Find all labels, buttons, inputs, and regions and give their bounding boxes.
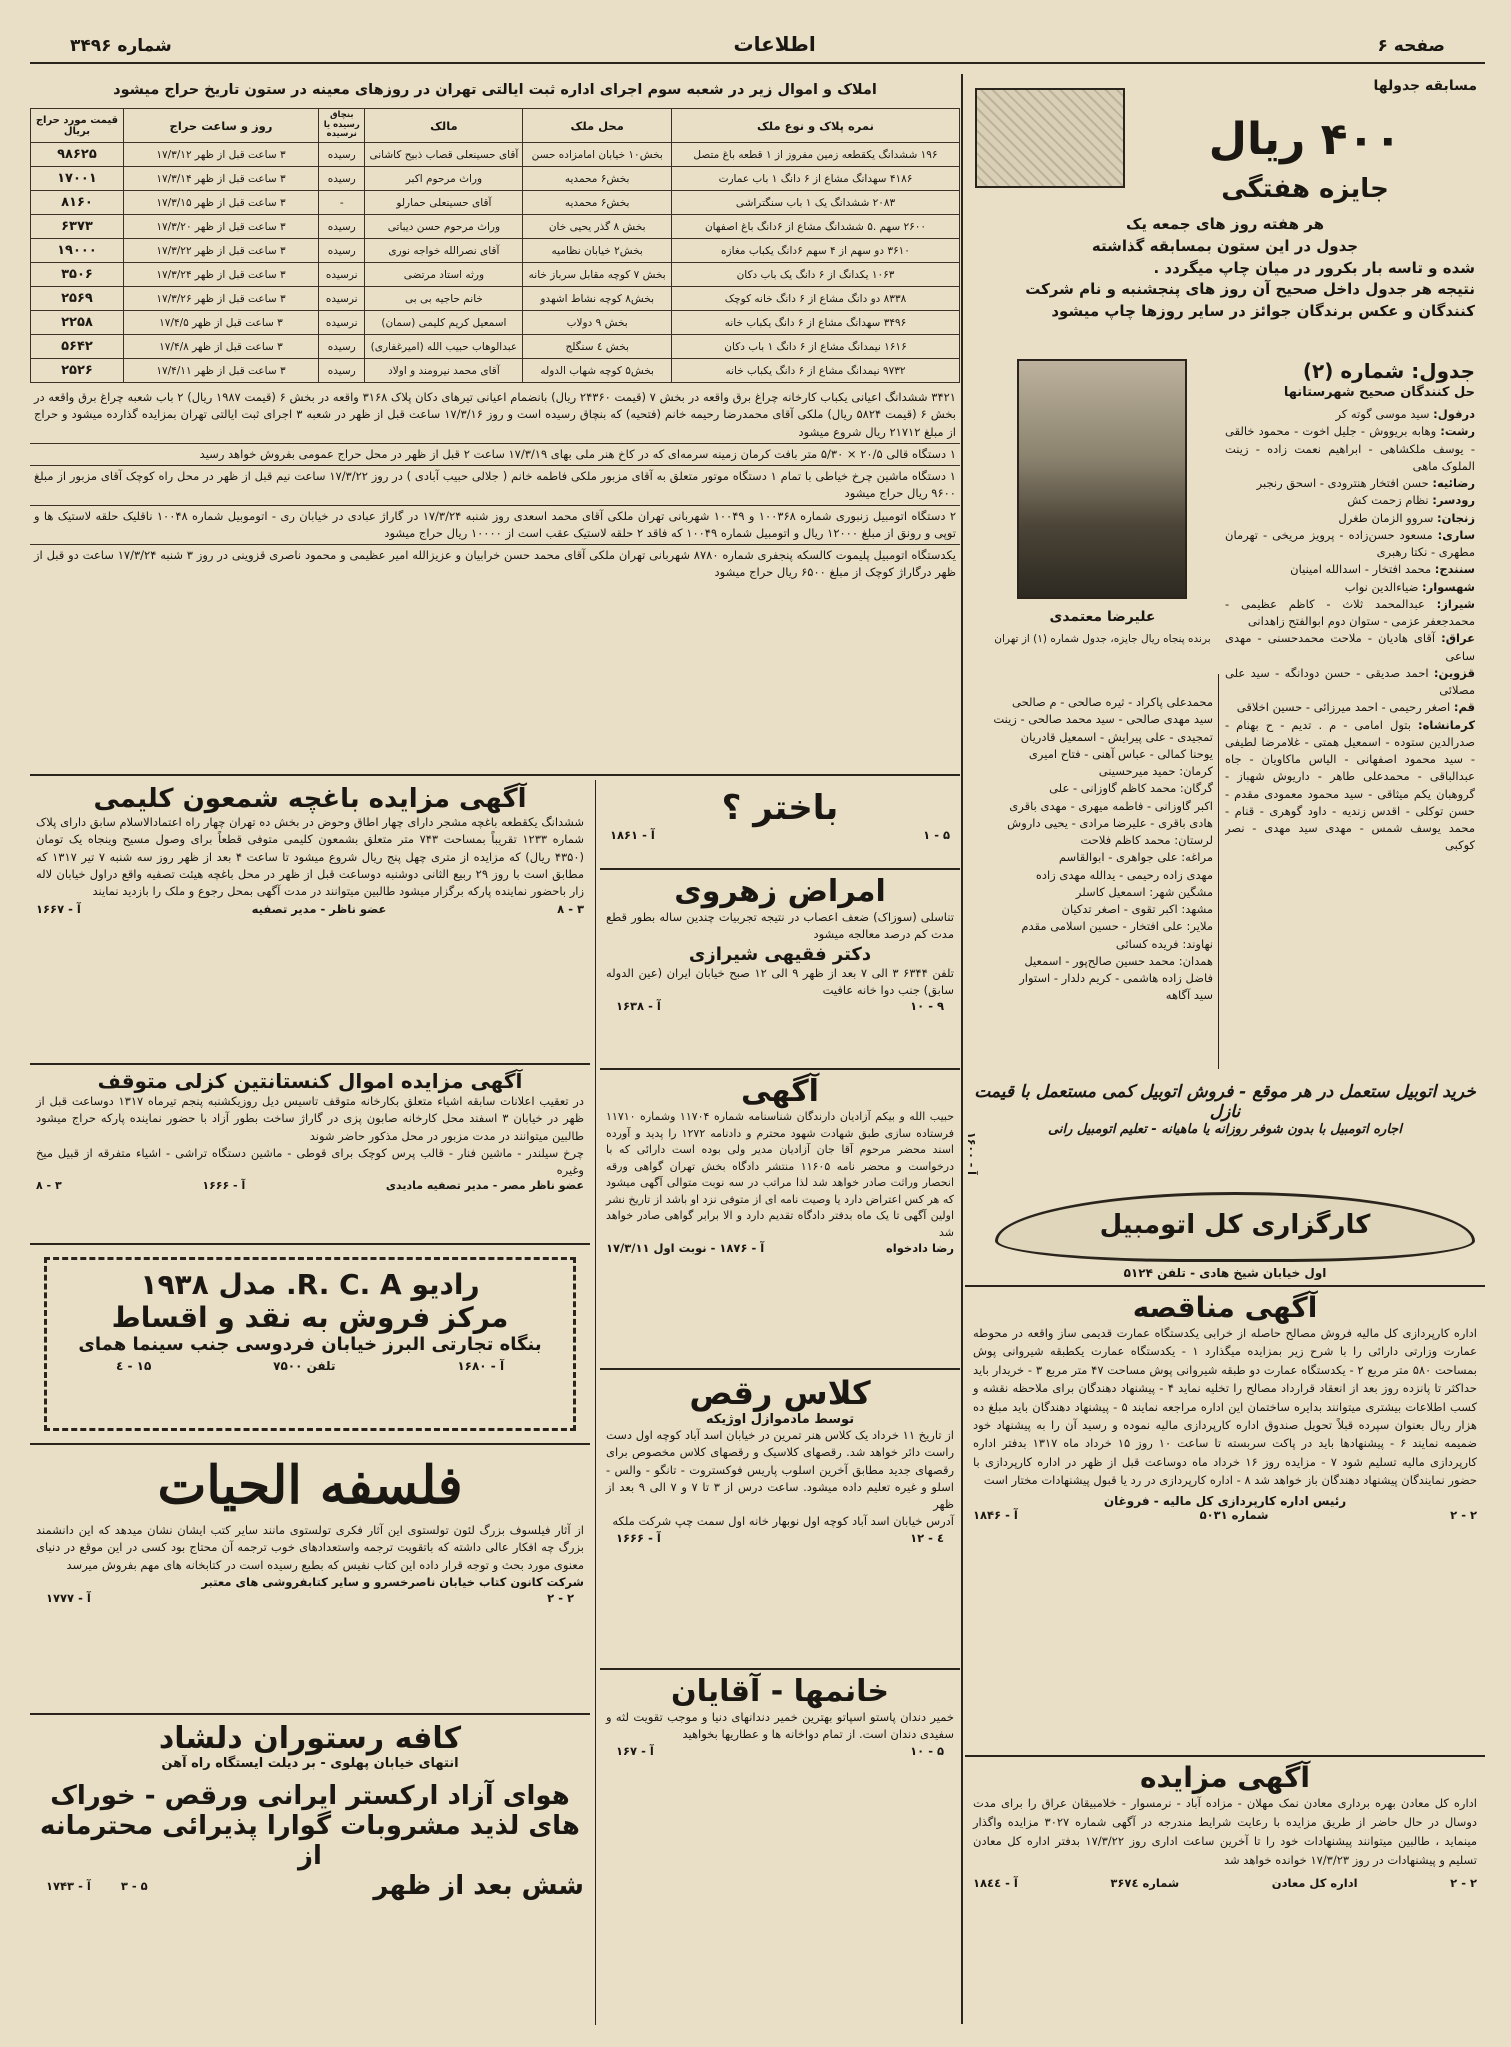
venereal-doctor: دکتر فقیهی شیرازی (688, 943, 872, 965)
left-column (30, 780, 590, 2025)
car-brand: کارگزاری کل اتومبیل (1099, 1210, 1371, 1240)
radio-phone: تلفن ۷۵۰۰ (273, 1359, 336, 1373)
venereal-text: تناسلی (سوزاک) ضعف اعصاب در نتیجه تجربیات چندین ساله بطور قطع مدت کم درصد معالجه میشود (606, 910, 954, 942)
konstantin-ref-right: ۳ - ۸ (36, 1179, 62, 1193)
bakhtar-ref: آ - ۱۸۶۱ ۱ - ۵ (610, 828, 950, 842)
solver-line: محمدعلی پاکراد - ثیره صالحی - م صالحی (1012, 695, 1213, 709)
table-header: روز و ساعت حراج (123, 109, 318, 143)
tender-ref-right: ۲ - ۲ (1450, 1507, 1477, 1522)
car-line1: خرید اتوبیل ستعمل در هر موقع - فروش اتوبیل کمی مستعمل با قیمت نازل (974, 1082, 1476, 1122)
solver-city: رودسر: نظام زحمت کش (1347, 493, 1475, 508)
cafe-line3: های لذید مشروبات گوارا پذیرائی محترمانه از (40, 1811, 580, 1871)
auction2-ad (965, 1757, 1485, 2022)
solver-city: رشت: وهابه بریووش - جلیل اخوت - محمود خالقی - یوسف ملکشاهی - ابراهیم نعمت زاده - زینت الملوک ماهی (1225, 424, 1475, 473)
table-row: ۱۶۱۶ نیمدانگ مشاع از ۶ دانگ ۱ باب دکان بخش ٤ سنگلج عبدالوهاب حبیب الله (امیرغفاری) رسیده ۳ ساعت قبل از ظهر ۱۷/۴/۸ ۵۶۴۲ (31, 335, 960, 359)
cafe-line1: انتهای خیابان پهلوی - بر دیلت ایستگاه راه آهن (161, 1756, 459, 1771)
table-header: نمره پلاک و نوع ملک (672, 109, 960, 143)
philosophy-sale: شرکت کانون کتاب خیابان ناصرخسرو و سایر کتابفروشی های معتبر (201, 1574, 584, 1589)
solver-city: شیراز: عبدالمحمد ثلاث - کاظم عظیمی - محمدجعفر عزمی - ستوان دوم ابوالفتح زاهدانی (1225, 596, 1475, 628)
philosophy-ref: آ - ۱۷۷۷ ۲ - ۲ (46, 1591, 574, 1605)
notice-ref: آ - ۱۸۷۶ - نوبت اول ۱۷/۳/۱۱ (606, 1241, 765, 1255)
column-rule (595, 780, 596, 2025)
solver-city: سنندج: محمد افتخار - اسدالله امینیان (1290, 562, 1475, 577)
table-row: ۱۰۶۳ یکدانگ از ۶ دانگ یک باب دکان بخش ۷ کوچه مقابل سرباز خانه ورثه استاد مرتضی نرسیده ۳ ساعت قبل از ظهر ۱۷/۳/۲۴ ۳۵۰۶ (31, 263, 960, 287)
solvers-subtitle: حل کنندگان صحیح شهرستانها (1283, 385, 1475, 400)
venereal-title: امراض زهروی (674, 874, 886, 909)
philosophy-ad (30, 1445, 590, 1715)
bakhtar-ad (600, 780, 960, 870)
intro-line: کنندگان و عکس برندگان جوائز در سایر روزها چاپ میشود (1051, 302, 1475, 320)
konstantin-items: چرخ سیلندر - ماشین فنار - قالب پرس کوچک برای قوطی - ماشین دستگاه تراشی - اشیاء متفرقه از قبیل میخ وغیره (36, 1145, 584, 1177)
table-row: ۱۹۶ ششدانگ یکقطعه زمین مفروز از ۱ قطعه باغ متصل بخش۱۰ خیابان امامزاده حسن آقای حسینعلی قصاب ذبیح کاشانی رسیده ۳ ساعت قبل از ظهر ۱۷/۳/۱۲ ۹۸۶۲۵ (31, 143, 960, 167)
table-row: ۲۰۸۳ ششدانگ یک ۱ باب سنگتراشی بخش۶ محمدیه آقای حسینعلی حمارلو - ۳ ساعت قبل از ظهر ۱۷/۳/۱۵ ۸۱۶۰ (31, 191, 960, 215)
table-row: ۹۷۳۲ نیمدانگ مشاع از ۶ دانگ یکباب خانه بخش۵ کوچه شهاب الدوله آقای محمد نیرومند و اولاد رسیده ۳ ساعت قبل از ظهر ۱۷/۴/۱۱ ۲۵۲۶ (31, 359, 960, 383)
solvers-table-title: جدول: شماره (۲) (1302, 359, 1475, 383)
solver-city: کرمانشاه: بتول امامی - م . تدیم - ح بهنام - صدرالدین ستوده - اسمعیل همتی - غلامرضا لطیفی - سید محمود اصفهانی - الیاس ماکاویان - جاه عبدالباقی - محمدعلی طاهر - داریوش شهباز - گروهبان یکم میثاقی - سید محمود معمودی مقدم - حسن توکلی - اقدس زندیه - داود گوهری - قنام - محمد یوسف شمس - مهدی سید مهدی - نصر کوکبی (1225, 717, 1475, 853)
notice-title: آگهی (741, 1074, 819, 1109)
table-header: قیمت مورد حراج بریال (31, 109, 124, 143)
solvers-column-left (973, 694, 1213, 1074)
newspaper-title: اطلاعات (733, 32, 816, 56)
puzzle-section (965, 74, 1485, 1074)
solver-line: لرستان: محمد کاظم فلاحت (1080, 833, 1213, 847)
right-lower-column (965, 1072, 1485, 2027)
tender-title: آگهی مناقصه (1132, 1291, 1318, 1324)
solver-line: مراغه: علی جواهری - ابوالقاسم (1058, 850, 1213, 865)
cafe-ad (30, 1715, 590, 2015)
dance-address: آدرس خیابان اسد آباد کوچه اول نوبهار خانه اول سمت چپ شرکت ملکه (612, 1514, 954, 1529)
garden-title: آگهی مزایده باغچه شمعون کلیمی (93, 784, 527, 814)
garden-ref-left: آ - ۱۶۶۷ (36, 902, 81, 917)
page-number: صفحه ۶ (1377, 36, 1445, 56)
solver-city: زنجان: سروو الزمان طغرل (1338, 510, 1475, 525)
solver-line: هادی باقری - علیرضا مرادی - یحیی داروش (1007, 815, 1213, 830)
dance-ad (600, 1370, 960, 1670)
ladies-text: خمیر دندان پاستو اسپاتو بهترین خمیر دندانهای دنیا و موجب تقویت لثه و سفیدی دندان است. از تمام دواخانه ها و عطاریها بخواهید (606, 1710, 954, 1742)
auction2-ref-left: آ - ۱۸٤٤ (973, 1875, 1018, 1890)
garden-text: ششدانگ یکقطعه باغچه مشجر دارای چهار اطاق وحوض در بخش ده تهران چهار راه اعتمادالاسلام سابق دارای پلاک شماره ۱۲۳۳ تقریباً بمساحت ۷۴۳ متر متعلق بشمعون کلیمی متوفی قطعاً برای وصول مسیح وینجاه یک تومان (۴۳۵۰ ریال) که مزایده از متری چهل پنج ریال شروع میشود تا ساعت ۴ بعد از ظهر روز سه شنبه ۷ تیر ۱۳۱۷ که مطابق است با روز ۲۹ ربیع الثانی دوشنبه دوساعت قبل از ظهر در محل باغچه هیئت تصفیه واقع دراول خیابان لاله زار باحضور نماینده پارکه برگزار میشود طالبین میتوانند در مدت آگهی بمحل رجوع و ملک را بازدید نمایند (36, 815, 585, 898)
prize-amount: ۴۰۰ ریال (1208, 114, 1402, 165)
solver-city: رضائیه: حسن افتخار هنترودی - اسحق رنجبر (1256, 476, 1475, 490)
dance-text: از تاریخ ۱۱ خرداد یک کلاس هنر تمرین در خیابان اسد آباد کوچه اول دست راست دائر خواهد شد. رقصهای کلاسیک و رقصهای کلاس مخصوص برای رقصهای جدید مطابق آخرین اسلوب پاریس فوکستروت - تانگو - والس - اسلو و غیره تعلیم داده میشود. ساعت درس از ۳ تا ۷ و ۷ الی ۹ بعد از ظهر (606, 1428, 955, 1511)
table-row: ۸۳۳۸ دو دانگ مشاع از ۶ دانگ خانه کوچک بخش۸ کوچه نشاط اشهدو خانم حاجیه بی بی نرسیده ۳ ساعت قبل از ظهر ۱۷/۳/۲۶ ۲۵۶۹ (31, 287, 960, 311)
solver-line: مشهد: اکبر تقوی - اصغر تدکیان (1061, 902, 1213, 916)
auction-note: ۱ دستگاه قالی ۲۰/۵ × ۵/۳۰ متر بافت کرمان زمینه سرمه‌ای که در کاخ هنر ملی بهای ۱۷/۳/۱۹ ساعت ۲ قبل از ظهر در محل حراج عمومی بفروش خواهد رسید (30, 444, 960, 466)
solver-city: عراق: آقای هادیان - ملاحت محمدحسنی - مهدی ساعی (1225, 631, 1475, 663)
middle-column (600, 780, 960, 2025)
winner-photo (1017, 359, 1187, 599)
car-ref: آ - ۱۶۰۰ (965, 1132, 978, 1175)
tender-ad (965, 1287, 1485, 1757)
radio-line1: رادیو R. C. A. مدل ۱۹۳۸ (140, 1268, 480, 1301)
radio-ad (30, 1245, 590, 1445)
dance-ref: آ - ۱۶۶۶ ۱۲ - ٤ (616, 1530, 944, 1545)
auction-table-section (30, 74, 960, 774)
solvers-column-right (1225, 359, 1475, 1069)
newspaper-page (30, 22, 1485, 2027)
radio-ref-left: آ - ۱۶۸۰ (457, 1359, 505, 1373)
radio-line3: بنگاه تجارتی البرز خیابان فردوسی جنب سینما همای (78, 1334, 542, 1355)
solver-line: اکبر گاوزانی - فاطمه میهری - مهدی باقری (1009, 798, 1213, 813)
table-row: ۳۴۹۶ سهدانگ مشاع از ۶ دانگ یکباب خانه بخش ۹ دولاب اسمعیل کریم کلیمی (سمان) نرسیده ۳ ساعت قبل از ظهر ۱۷/۴/۵ ۲۲۵۸ (31, 311, 960, 335)
ladies-ad (600, 1670, 960, 1840)
solver-city: قزوین: احمد صدیقی - حسن دودانگه - سید علی مصلائی (1225, 665, 1475, 697)
venereal-ad (600, 870, 960, 1070)
solver-line: گرگان: محمد کاظم گاوزانی - علی (1049, 781, 1213, 796)
puzzle-section-label: مسابقه جدولها (1373, 78, 1477, 94)
konstantin-ref-left: آ - ۱۶۶۶ (202, 1179, 246, 1193)
intro-line: نتیجه هر جدول داخل صحیح آن روز های پنجشنبه و نام شرکت (1025, 280, 1475, 299)
car-line2: اجاره اتومبیل با بدون شوفر روزانه یا ماهیانه - تعلیم اتومبیل رانی (1048, 1122, 1402, 1137)
issue-number: شماره ۳۴۹۶ (70, 36, 172, 56)
radio-line2: مرکز فروش به نقد و اقساط (111, 1301, 509, 1334)
garden-ref-right: ۳ - ۸ (557, 902, 584, 917)
puzzle-intro (975, 214, 1475, 323)
auction-note: ۳۴۲۱ ششدانگ اعیانی یکباب کارخانه چراغ برق واقعه در بخش ۷ (قیمت ۲۴۳۶۰ ریال) بانضمام اعیانی تیرهای دکان پلاک ۳۱۶۸ واقعه در بخش ۶ (قیمت ۱۹۸۷ ریال) ۲ باب شعبه چراغ برق واقعه در بخش ۶ (قیمت ۵۸۲۴ ریال) ملکی آقای محمدرضا رحیمه خانم (فتحیه) که بنچاق رسیده است و روز ۱۷/۳/۱۶ ساعت قبل از ظهر در شعبه ۳ اجرای ثبت ایالتی تهران بمزایده گذارده میشود و حراج از مبلغ ۲۱۷۱۲ ریال شروع میشود (30, 387, 960, 444)
dance-subtitle: توسط مادموازل اوژیکه (705, 1412, 855, 1427)
garden-auction-ad (30, 780, 590, 1065)
auction-note: یکدستگاه اتومبیل پلیموت کالسکه پنجفری شماره ۸۷۸۰ شهربانی تهران ملکی آقای محمد حسن خرابیان و عزیزالله امیر عظیمی و محمود ناصری قزوینی در روز ۳ شنبه ۱۷/۳/۲۴ ساعت دو قبل از ظهر درگاراژ کوچک از مبلغ ۶۵۰۰ ریال حراج میشود (34, 548, 957, 580)
tender-ref-left: آ - ۱۸۴۶ (973, 1507, 1018, 1522)
notice-ad (600, 1070, 960, 1370)
solver-line: ملایر: علی افتخار - حسین اسلامی مقدم (1021, 919, 1213, 934)
auction-note: ۲ دستگاه اتومبیل زنبوری شماره ۱۰۰۳۶۸ و ۱۰۰۴۹ شهربانی تهران ملکی آقای محمد اسعدی روز شنبه ۱۷/۳/۲۴ در گاراژ عبادی در خیابان ری - اتوموبیل شماره ۱۰۰۴۸ ناقلیک حلقه لاستیک‌ ها و توپی و رونق از مبلغ ۱۲۰۰۰ ریال و اتومبیل شماره ۱۰۰۴۹ که فاقد ۲ حلقه لاستیک عقب است از ۱۰۰۰۰ ریال حراج میشود (30, 506, 960, 546)
cafe-line2: هوای آزاد ارکستر ایرانی ورقص - خوراک (50, 1781, 570, 1811)
winner-caption: برنده پنجاه ریال جایزه، جدول شماره (۱) از تهران (994, 633, 1211, 645)
auction-note: ۱ دستگاه ماشین چرخ خیاطی با تمام ۱ دستگاه موتور متعلق به آقای مزبور ملکی فاطمه خانم ( جلالی حبیب آبادی ) در روز ۱۷/۳/۲۲ ساعت نیم قبل از ظهر در محل راه کوچک آقای مزبور از مبلغ ۹۶۰۰ ریال حراج میشود (30, 466, 960, 506)
konstantin-auction-ad (30, 1065, 590, 1245)
intro-line: جدول در این ستون بمسابقه گذاشته (1091, 236, 1359, 255)
auction-table-title: املاک و اموال زیر در شعبه سوم اجرای اداره ثبت ایالتی تهران در روزهای معینه در ستون تاریخ حراج میشود (113, 82, 877, 98)
radio-ref-right: ۱۵ - ٤ (115, 1359, 152, 1373)
ladies-ref: آ - ۱۶۷ ۱۰ - ۵ (616, 1743, 944, 1758)
konstantin-text: در تعقیب اعلانات سابقه اشیاء متعلق بکارخانه متوقف تاسیس دیل روزیکشنبه پنجم تیرماه ۱۳۱۷ دوساعت قبل از ظهر در خیابان ۳ اسفند محل کارخانه صابون پزی در گاراژ ساخت بطور آزاد با حضور نماینده پارکه حراج میشود طالبین میتوانند در مدت مزبور در محل مذکور حاضر شوند (36, 1094, 584, 1143)
solver-line: سید مهدی صالحی - سید محمد صالحی - زینت (993, 712, 1213, 727)
solver-line: یوحنا کمالی - عباس آهنی - فتاح امیری (1028, 746, 1213, 761)
auction-notes (30, 387, 960, 584)
puzzle-divider (1218, 674, 1219, 1069)
table-header: بنچاق رسیده یا نرسیده (319, 109, 365, 143)
notice-text: حبیب الله و بیکم آزادیان دارندگان شناسنامه شماره ۱۱۷۰۴ وشماره ۱۱۷۱۰ فرستاده سازی طبق شهادت شهود محترم و دادنامه ۱۲۷۲ را پدید و آورده اسند محضر مرحوم آقا جان آزادیان مدیر ولی بوده است دارائی که با درخواست و محضر نامه ۱۱۶۰۵ منتشر دادگاه بخش تهران گواهی ورقه انحصار وراثت صادر خواهد شد لذا مراتب در سه نوبت متوالی آگهی میشود که هر کس اعتراض دارد یا وصیت نامه ای از متوفی نزد او باشد از تاریخ نشر اولین آگهی تا یک ماه بدفتر دادگاه تقدیم دارد و الا برابر گواهی صادر خواهد شد (606, 1110, 955, 1239)
table-row: ۴۱۸۶ سهدانگ مشاع از ۶ دانگ ۱ باب عمارت بخش۶ محمدیه وراث مرحوم اکبر رسیده ۳ ساعت قبل از ظهر ۱۷/۳/۱۴ ۱۷۰۰۱ (31, 167, 960, 191)
solver-line: مشگین شهر: اسمعیل کاسلر (1075, 884, 1213, 899)
auction-table (30, 108, 960, 383)
solver-line: نهاوند: فریده کسائی (1115, 936, 1213, 951)
solver-line: تمجیدی - علی پیرایش - اسمعیل قادریان (1020, 729, 1213, 744)
venereal-ref: آ - ۱۶۳۸ ۱۰ - ۹ (616, 999, 944, 1013)
philosophy-title: فلسفه الحیات (157, 1455, 463, 1516)
solver-line: فاضل زاده هاشمی - کریم دلدار - استوار (1019, 971, 1213, 985)
intro-line: شده و تاسه بار بکرور در میان چاپ میگردد . (1153, 258, 1475, 277)
winner-name: علیرضا معتمدی (1049, 609, 1156, 625)
bakhtar-title: باختر ؟ (721, 788, 839, 828)
ladies-title: خانمها - آقایان (671, 1674, 889, 1709)
table-header: محل ملک (523, 109, 672, 143)
tender-sign: رئیس اداره کارپردازی کل مالیه - فروغان (1103, 1493, 1347, 1508)
venereal-text2: تلفن ۶۳۴۴ ۳ الی ۷ بعد از ظهر ۹ الی ۱۲ صبح خیابان ایران (عین الدوله سابق) جنب دوا خانه عافیت (606, 965, 954, 997)
tender-ref-num: شماره ۵۰۳۱ (1199, 1507, 1269, 1522)
auction2-sign: اداره کل معادن (1271, 1875, 1358, 1890)
solver-line: مهدی زاده رحیمی - یدالله مهدی زاده (1035, 867, 1213, 882)
garden-sign: عضو ناظر - مدیر تصفیه (251, 902, 387, 917)
car-address: اول خیابان شیخ هادی - تلفن ۵۱۲۴ (1123, 1266, 1327, 1280)
solver-city: قم: اصغر رحیمی - احمد میرزائی - حسین اخلاقی (1236, 700, 1475, 715)
solver-line: کرمان: حمید میرحسینی (1098, 764, 1213, 778)
solver-line: سید آگاهه (1165, 988, 1213, 1003)
auction2-ref-num: شماره ۳۶۷٤ (1110, 1875, 1180, 1890)
page-header (30, 22, 1485, 64)
car-ad (965, 1072, 1485, 1287)
intro-line: هر هفته روز های جمعه یک (1125, 215, 1325, 233)
cafe-line4: شش بعد از ظهر (373, 1871, 584, 1901)
dance-title: کلاس رقص (689, 1374, 871, 1412)
auction2-text: اداره کل معادن بهره برداری معادن نمک مهلان - مزاده آباد - نرمسوار - خلامبیقان عراق را برای مدت دوسال در حال حاضر از طریق مزایده با رعایت شرایط مندرجه در آگهی شماره ۳۰۲۷ مزایده واگذار مینماید ، طالبین میتوانند پیشنهادات خود را تا آخرین ساعت اداری روز ۱۷/۳/۲۲ بدفتر اداره کل معادن تسلیم و پیشنهادات در روز ۱۷/۳/۲۳ خوانده خواهد شد (973, 1796, 1477, 1867)
solver-city: شهسوار: ضیاءالدین نواب (1344, 579, 1475, 594)
prize-title: جایزه هفتگی (1221, 174, 1389, 204)
table-row: ۳۶۱۰ دو سهم از ۴ سهم ۶دانگ یکباب مغازه بخش۲ خیابان نظامیه آقای نصرالله خواجه نوری رسیده ۳ ساعت قبل از ظهر ۱۷/۳/۲۲ ۱۹۰۰۰ (31, 239, 960, 263)
konstantin-title: آگهی مزایده اموال کنستانتین کزلی متوقف (97, 1069, 523, 1093)
column-rule (961, 74, 963, 2024)
puzzle-illustration (975, 88, 1125, 188)
philosophy-text: از آثار فیلسوف بزرگ لئون تولستوی این آثار فکری تولستوی مانند سایر کتب ایشان نشان میدهد که این دانشمند بزرگ چه افکار عالی داشته که باتقویت ترجمه واستعدادهای خوب ترجمه آن محتاج بود کسی در این موقع در دنیای معنوی مورد بحث و توجه قرار داده این کتاب نفیس که بطبع رسیده است در کتابخانه های مهم بفروش میرسد (36, 1523, 584, 1572)
konstantin-sign: عضو ناظر مصر - مدیر تصفیه مادیدی (385, 1179, 584, 1193)
cafe-ref: آ - ۱۷۴۳ ۳ - ۵ (46, 1879, 148, 1893)
auction2-title: آگهی مزایده (1139, 1761, 1310, 1794)
table-row: ۲۶۰۰ سهم .۵ ششدانگ مشاع از ۶دانگ باغ اصفهان بخش ۸ گذر یحیی خان وراث مرحوم حسن دیباتی رسیده ۳ ساعت قبل از ظهر ۱۷/۳/۲۰ ۶۳۷۳ (31, 215, 960, 239)
solver-city: ساری: مسعود حسن‌زاده - پرویز مریخی - تهرمان مطهری - نکتا رهبری (1225, 527, 1475, 559)
auction2-ref-right: ۲ - ۲ (1450, 1875, 1477, 1890)
section-rule (30, 774, 960, 776)
cafe-title: کافه رستوران دلشاد (158, 1721, 462, 1756)
solver-line: همدان: محمد حسین صالح‌پور - اسمعیل (1024, 953, 1213, 968)
notice-sign: رضا دادخواه (885, 1241, 954, 1255)
table-header: مالک (365, 109, 523, 143)
tender-text: اداره کارپردازی کل مالیه فروش مصالح حاصله از خرابی یکدستگاه عمارت قدیمی ساز واقعه در محوطه عمارت وزارتی دارائی را با شرح زیر بمزایده میگذارد ۱ - یکدستگاه عمارت یکطبقه شیروانی پوش بمساحت ۵۸۰ متر مربع ۲ - یکدستگاه عمارت دو طبقه شیروانی پوش مساحت ۴۷ متر مربع ۳ - خریدار باید حداکثر تا پانزده روز بعد از انعقاد قرارداد مصالح را تخلیه نماید ۴ - پیشنهاد دهندگان برای ملاحظه نقشه و کسب اطلاعات بیشتری میتوانند بدایره ساختمان این اداره مراجعه نمایند ۵ - پیشنهاد دهندگان باید مبلغ ده هزار ریال بعنوان سپرده قبلاً تحویل صندوق اداره کارپردازی مالیه نموده و رسید آن را به پیشنهاد خود ضمیمه نمایند ۶ - پیشنهادها باید در پاکت سربسته تا ساعت ۱۰ روز ۱۵ خرداد ماه ۱۳۱۷ بدفتر اداره کارپردازی مالیه تسلیم شود ۷ - مزایده روز ۱۶ خرداد ماه دوساعت قبل از ظهر در اداره کارپردازی با حضور نمایندگان پیشنهاد دهندگان باز خواهد شد ۸ - اداره کارپردازی در رد یا قبول پیشنهادات مختار است (973, 1326, 1478, 1488)
solver-city: درفول: سید موسی گوته کر (1335, 407, 1475, 421)
